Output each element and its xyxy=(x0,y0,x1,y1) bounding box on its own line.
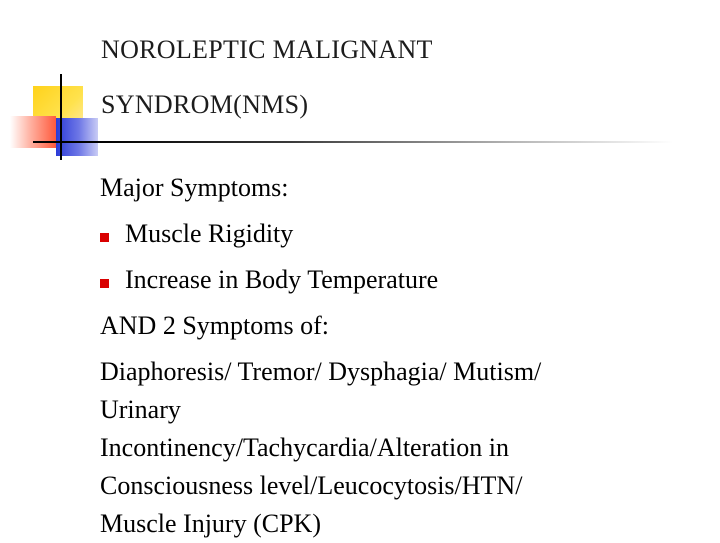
logo-red-square xyxy=(10,116,56,148)
title-divider-line xyxy=(33,141,673,143)
symptoms-line: Muscle Injury (CPK) xyxy=(100,509,321,538)
symptoms-list-paragraph xyxy=(100,353,688,543)
square-bullet-icon xyxy=(100,279,109,288)
symptoms-line: Consciousness level/Leucocytosis/HTN/ xyxy=(100,471,523,500)
title-line-1: NOROLEPTIC MALIGNANT xyxy=(101,35,433,64)
logo-blue-square xyxy=(56,118,98,156)
major-symptoms-heading: Major Symptoms: xyxy=(100,173,289,202)
symptoms-line: Urinary xyxy=(100,395,181,424)
symptoms-line: Incontinency/Tachycardia/Alteration in xyxy=(100,433,509,462)
slide-title xyxy=(101,22,661,132)
logo-vertical-line xyxy=(60,74,62,160)
title-line-2: SYNDROM(NMS) xyxy=(101,90,309,119)
bullet-item xyxy=(100,257,700,303)
symptoms-line: Diaphoresis/ Tremor/ Dysphagia/ Mutism/ xyxy=(100,357,542,386)
bullet-text: Muscle Rigidity xyxy=(125,219,294,248)
bullet-item xyxy=(100,211,700,257)
slide-body xyxy=(100,165,700,543)
bullet-text: Increase in Body Temperature xyxy=(125,265,439,294)
square-bullet-icon xyxy=(100,233,109,242)
and-symptoms-line: AND 2 Symptoms of: xyxy=(100,311,329,340)
